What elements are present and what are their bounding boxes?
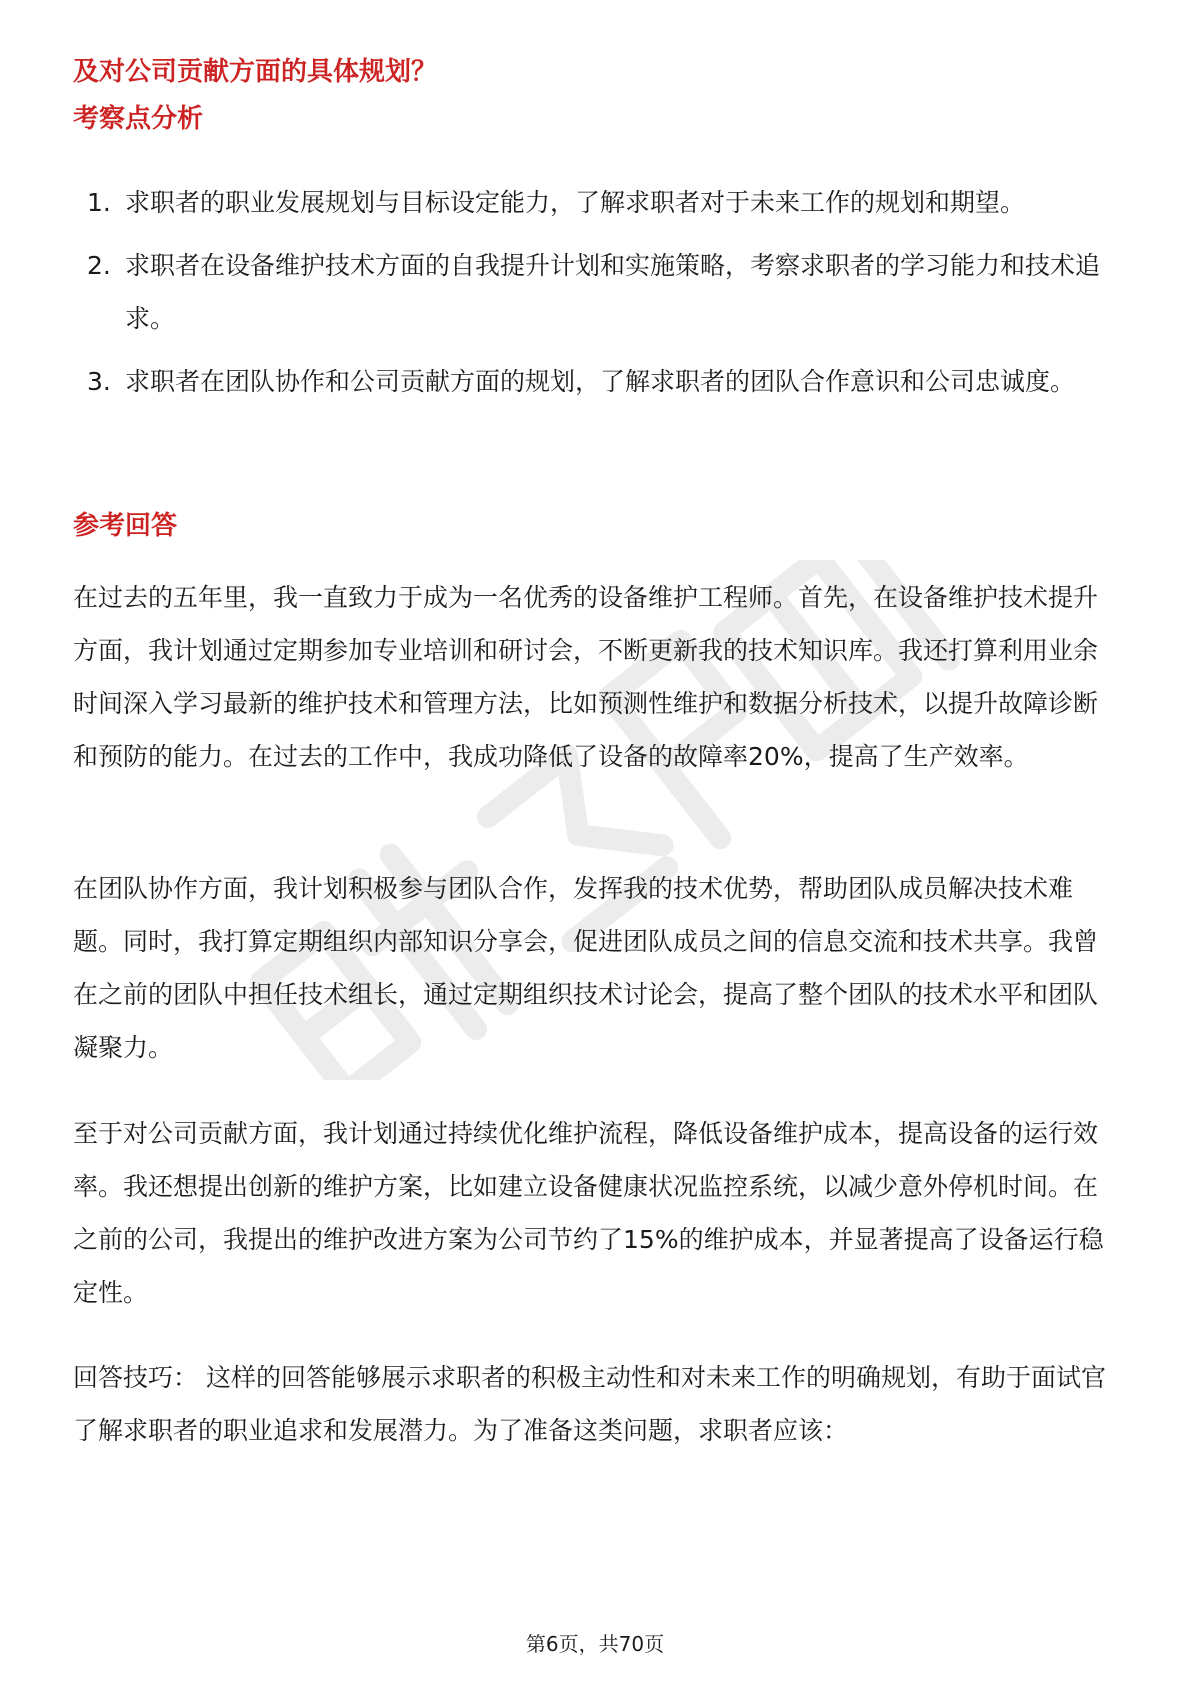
list-item — [73, 176, 1118, 229]
list-number: 3. — [87, 367, 111, 396]
answer-paragraph-3: 至于对公司贡献方面，我计划通过持续优化维护流程，降低设备维护成本，提高设备的运行效率。我还想提出创新的维护方案，比如建立设备健康状况监控系统，以减少意外停机时间。在之前的公司，我提出的维护改进方案为公司节约了15%的维护成本，并显著提高了设备运行稳定性。 — [73, 1119, 1104, 1307]
list-text: 求职者的职业发展规划与目标设定能力，了解求职者对于未来工作的规划和期望。 — [125, 188, 1026, 217]
answer-paragraph-2: 在团队协作方面，我计划积极参与团队合作，发挥我的技术优势，帮助团队成员解决技术难题。同时，我打算定期组织内部知识分享会，促进团队成员之间的信息交流和技术共享。我曾在之前的团队中担任技术组长，通过定期组织技术讨论会，提高了整个团队的技术水平和团队凝聚力。 — [73, 874, 1099, 1062]
list-item — [73, 239, 1118, 345]
list-number: 1. — [87, 188, 111, 217]
list-text: 求职者在设备维护技术方面的自我提升计划和实施策略，考察求职者的学习能力和技术追求。 — [125, 251, 1101, 333]
list-item — [73, 355, 1118, 408]
list-text: 求职者在团队协作和公司贡献方面的规划，了解求职者的团队合作意识和公司忠诚度。 — [125, 367, 1076, 396]
analysis-list — [73, 176, 1118, 418]
section-heading-analysis: 考察点分析 — [73, 104, 204, 134]
list-number: 2. — [87, 251, 111, 280]
question-heading-continued: 及对公司贡献方面的具体规划？ — [73, 57, 438, 87]
answer-paragraph-1: 在过去的五年里，我一直致力于成为一名优秀的设备维护工程师。首先，在设备维护技术提升方面，我计划通过定期参加专业培训和研讨会，不断更新我的技术知识库。我还打算利用业余时间深入学习最新的维护技术和管理方法，比如预测性维护和数据分析技术，以提升故障诊断和预防的能力。在过去的工作中，我成功降低了设备的故障率20%，提高了生产效率。 — [73, 583, 1099, 771]
section-heading-answer: 参考回答 — [73, 511, 178, 541]
page-number-footer: 第6页，共70页 — [525, 1632, 665, 1656]
answer-tips-paragraph: 回答技巧： 这样的回答能够展示求职者的积极主动性和对未来工作的明确规划，有助于面试官了解求职者的职业追求和发展潜力。为了准备这类问题，求职者应该： — [73, 1363, 1106, 1445]
